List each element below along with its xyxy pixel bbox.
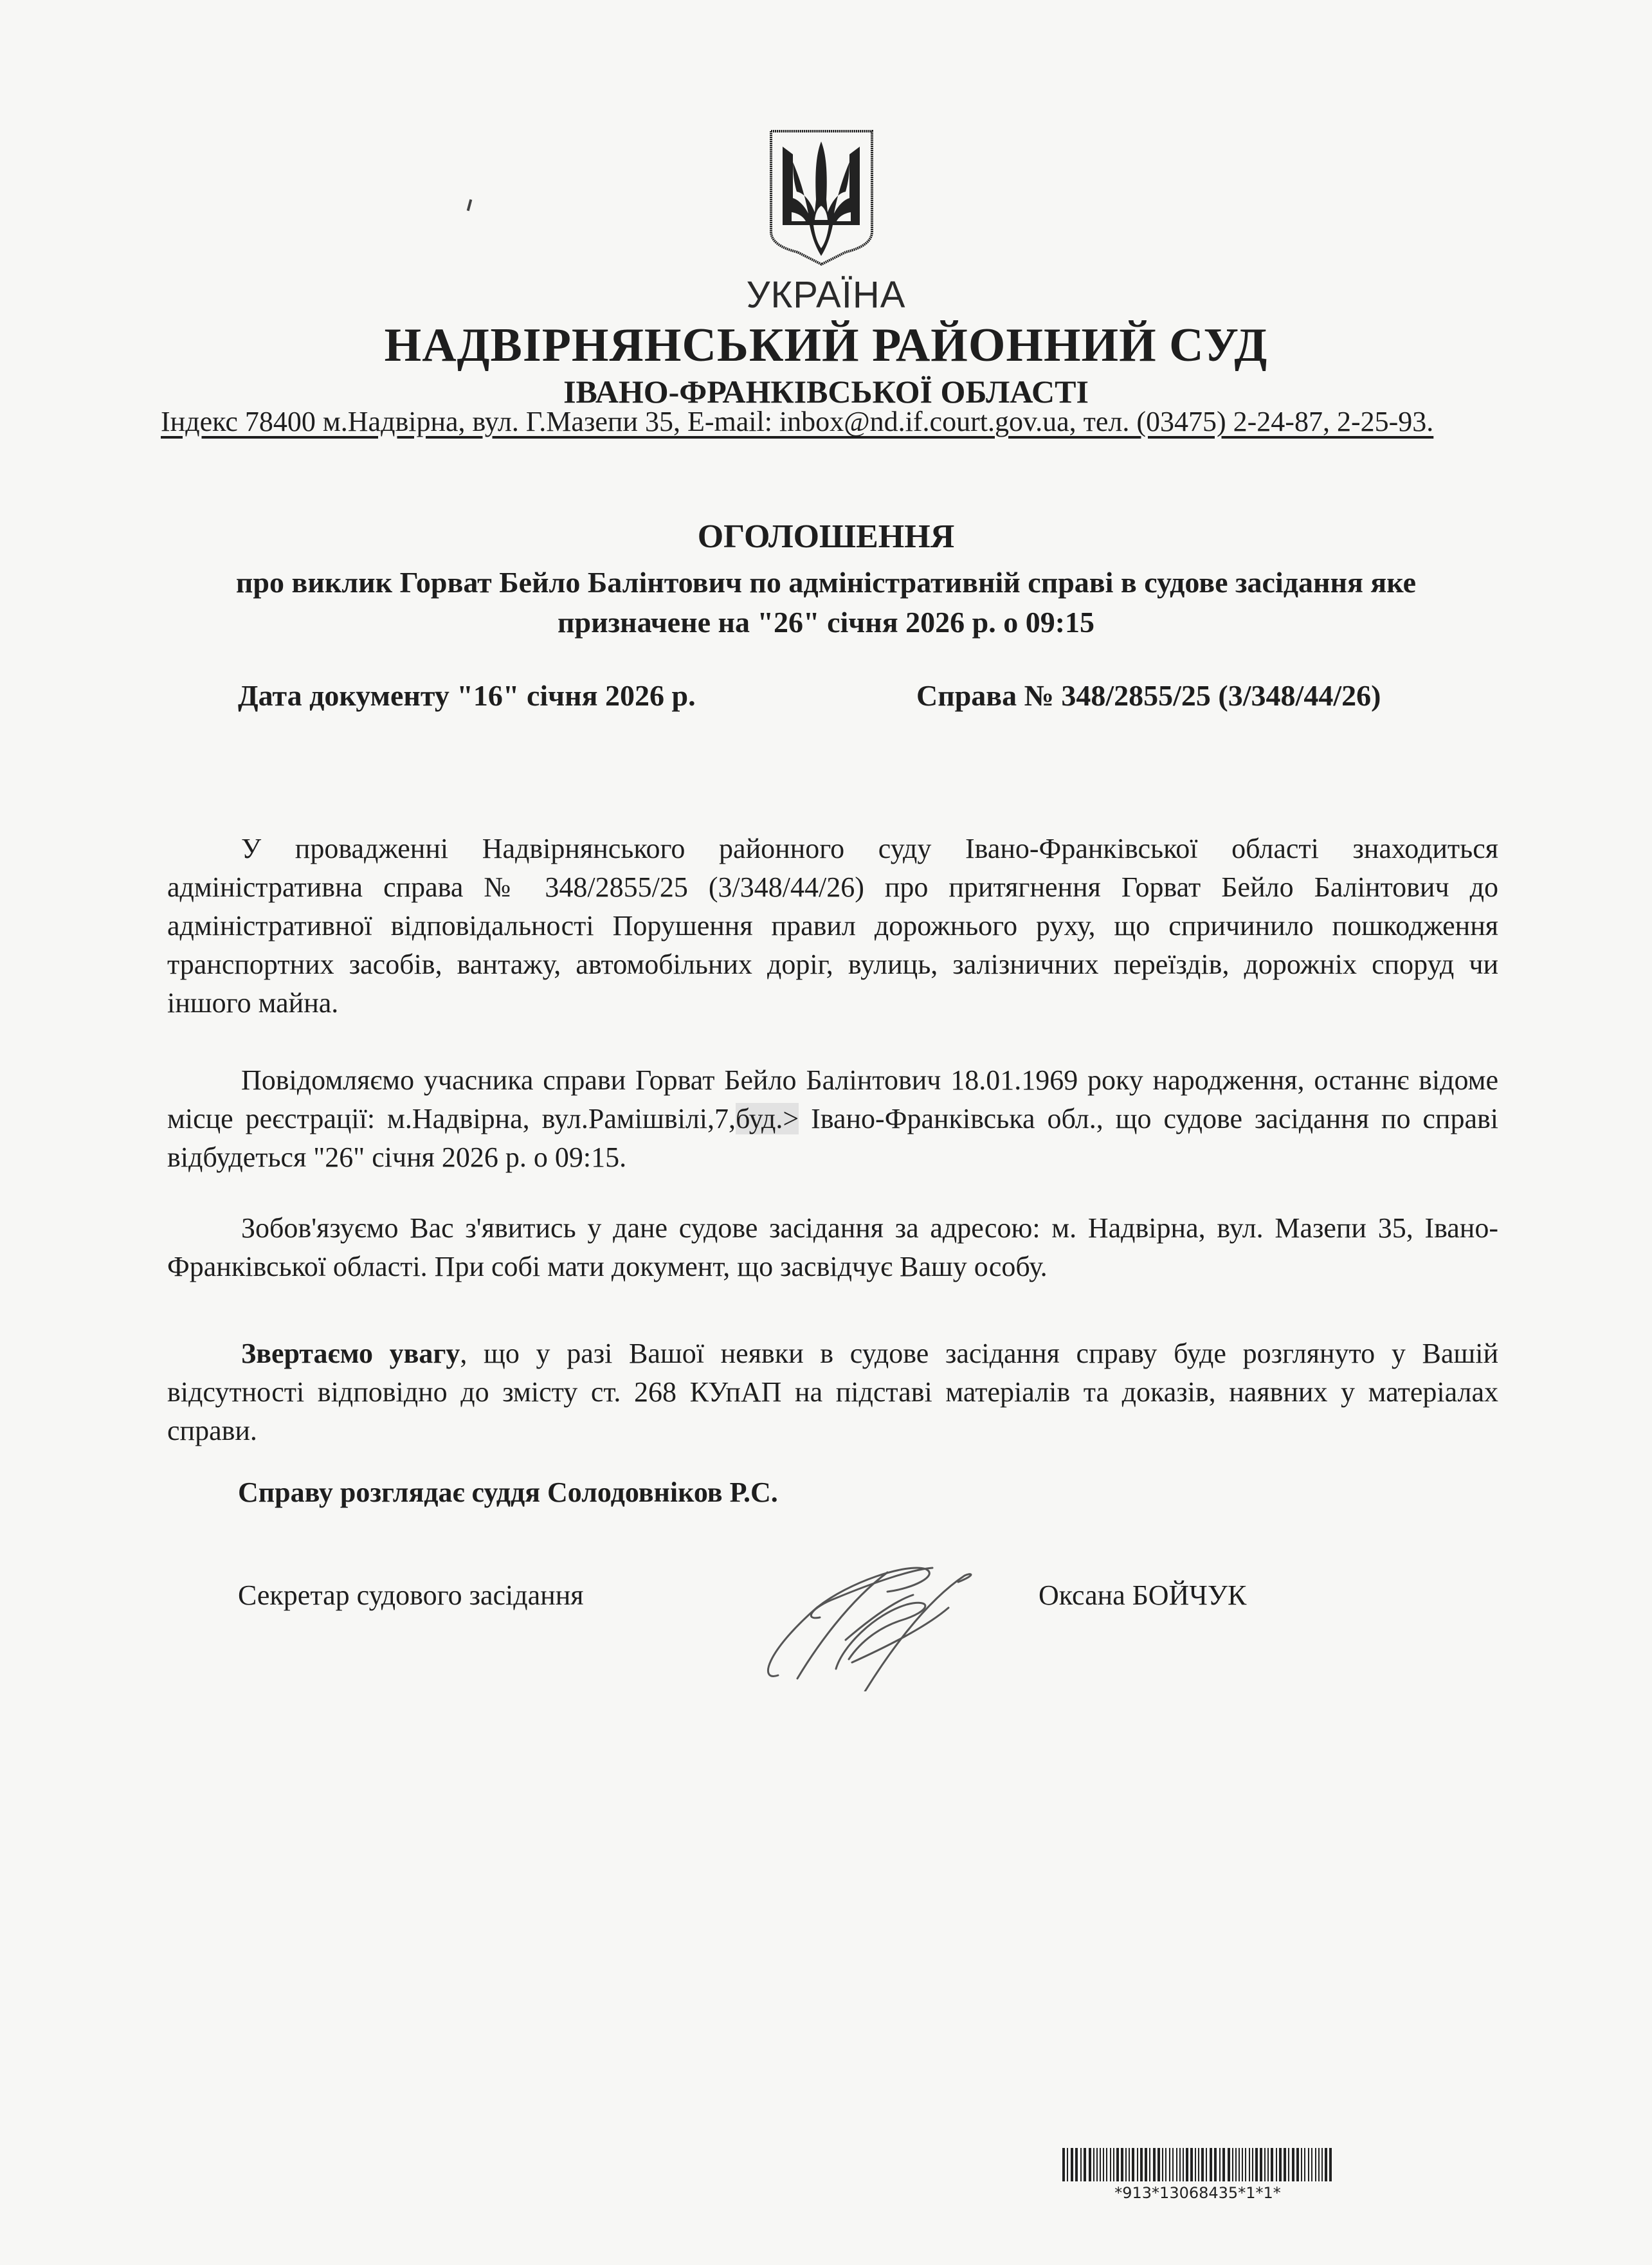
barcode-bar	[1145, 2148, 1147, 2181]
barcode-bar	[1279, 2148, 1282, 2181]
barcode-bar	[1214, 2148, 1217, 2181]
secretary-name: Оксана БОЙЧУК	[1039, 1579, 1247, 1611]
barcode-bar	[1325, 2148, 1327, 2181]
barcode-bar	[1116, 2148, 1119, 2181]
court-name: НАДВІРНЯНСЬКИЙ РАЙОННИЙ СУД	[384, 319, 1268, 372]
trident-coat-of-arms-icon	[768, 129, 875, 267]
document-date: Дата документу "16" січня 2026 р.	[238, 679, 696, 712]
barcode-bar	[1176, 2148, 1177, 2181]
barcode-bar	[1137, 2148, 1138, 2181]
barcode-bar	[1113, 2148, 1114, 2181]
barcode-bar	[1284, 2148, 1286, 2181]
barcode-bar	[1071, 2148, 1073, 2181]
barcode-bar	[1149, 2148, 1150, 2181]
barcode-bar	[1125, 2148, 1127, 2181]
barcode-bar	[1242, 2148, 1243, 2181]
barcode-bar	[1260, 2148, 1262, 2181]
barcode-bar	[1162, 2148, 1163, 2181]
barcode-bar	[1318, 2148, 1320, 2181]
court-region: ІВАНО-ФРАНКІВСЬКОЇ ОБЛАСТІ	[563, 374, 1089, 410]
barcode-bar	[1276, 2148, 1277, 2181]
notification-text-end: Івано-Франківська обл., що судове засідання по справі відбудеться "26" січня 2026 р. о 09:15.	[167, 1103, 1498, 1173]
barcode-bar	[1179, 2148, 1181, 2181]
barcode-bar	[1235, 2148, 1237, 2181]
barcode-bar	[1315, 2148, 1316, 2181]
barcode-bar	[1075, 2148, 1078, 2181]
barcode-bar	[1172, 2148, 1174, 2181]
country-name: УКРАЇНА	[746, 274, 906, 316]
barcode-bar	[1296, 2148, 1299, 2181]
barcode-bar	[1228, 2148, 1230, 2181]
barcode-bar	[1232, 2148, 1233, 2181]
barcode-bar	[1153, 2148, 1156, 2181]
barcode-bar	[1198, 2148, 1199, 2181]
barcode-bar	[1206, 2148, 1207, 2181]
barcode-bar	[1210, 2148, 1212, 2181]
barcode-bar	[1222, 2148, 1225, 2181]
barcode-bar	[1157, 2148, 1160, 2181]
barcode-bar	[1271, 2148, 1273, 2181]
barcode-bar	[1106, 2148, 1107, 2181]
secretary-label: Секретар судового засідання	[238, 1579, 584, 1611]
barcode-bar	[1301, 2148, 1302, 2181]
barcode-bar	[1219, 2148, 1221, 2181]
barcode-bar	[1121, 2148, 1123, 2181]
paragraph-notification	[167, 1061, 1498, 1177]
barcode-bar	[1140, 2148, 1143, 2181]
barcode-bar	[1252, 2148, 1253, 2181]
barcode-bar	[1165, 2148, 1166, 2181]
barcode-bar	[1311, 2148, 1312, 2181]
warning-emphasis: Звертаємо увагу	[241, 1338, 460, 1369]
barcode-bar	[1249, 2148, 1250, 2181]
document-barcode	[1061, 2148, 1334, 2181]
scan-mark	[467, 199, 473, 211]
barcode-bar	[1239, 2148, 1240, 2181]
barcode-bar	[1067, 2148, 1068, 2181]
barcode-bar	[1096, 2148, 1098, 2181]
barcode-bar	[1321, 2148, 1323, 2181]
barcode-bar	[1093, 2148, 1094, 2181]
court-contacts: Індекс 78400 м.Надвірна, вул. Г.Мазепи 35, E-mail: inbox@nd.if.court.gov.ua, тел. (03475) 2-24-87, 2-25-93.	[161, 406, 1434, 437]
barcode-number: *913*13068435*1*1*	[1114, 2184, 1281, 2202]
barcode-bar	[1132, 2148, 1134, 2181]
barcode-bar	[1169, 2148, 1170, 2181]
announcement-subtitle: про виклик Горват Бейло Балінтович по адміністративній справі в судове засідання яке призначене на "26" січня 2026 р. о 09:15	[235, 566, 1417, 639]
announcement-title: ОГОЛОШЕННЯ	[697, 518, 955, 555]
barcode-bar	[1186, 2148, 1188, 2181]
barcode-bar	[1304, 2148, 1305, 2181]
barcode-bar	[1129, 2148, 1130, 2181]
barcode-bar	[1255, 2148, 1258, 2181]
barcode-bar	[1267, 2148, 1269, 2181]
barcode-bar	[1084, 2148, 1086, 2181]
barcode-bar	[1190, 2148, 1193, 2181]
barcode-bar	[1110, 2148, 1111, 2181]
barcode-bar	[1288, 2148, 1289, 2181]
barcode-bar	[1080, 2148, 1082, 2181]
paragraph-summons: Зобов'язуємо Вас з'явитись у дане судове засідання за адресою: м. Надвірна, вул. Мазепи 35, Івано-Франківської області. При собі мати документ, що засвідчує Вашу особу.	[167, 1212, 1498, 1282]
judge-line: Справу розглядає суддя Солодовніков Р.С.	[238, 1477, 778, 1508]
barcode-bar	[1329, 2148, 1332, 2181]
handwritten-signature	[740, 1543, 1010, 1691]
barcode-bar	[1245, 2148, 1246, 2181]
barcode-bar	[1195, 2148, 1196, 2181]
paragraph-warning	[167, 1334, 1498, 1450]
paragraph-case-description: У провадженні Надвірнянського районного суду Івано-Франківської області знаходиться адміністративна справа № 348/2855/25 (3/348/44/26) про притягнення Горват Бейло Балінтович до адміністративної відповідальності Порушення правил дорожнього руху, що спричинило пошкодження транспортних засобів, вантажу, автомобільних доріг, вулиць, залізничних переїздів, дорожніх споруд чи іншого майна.	[167, 833, 1498, 1019]
barcode-bar	[1089, 2148, 1091, 2181]
highlighted-address-fragment: буд.>	[736, 1103, 799, 1134]
barcode-bar	[1292, 2148, 1294, 2181]
barcode-bar	[1100, 2148, 1101, 2181]
barcode-bar	[1183, 2148, 1184, 2181]
barcode-bar	[1264, 2148, 1266, 2181]
barcode-bar	[1308, 2148, 1309, 2181]
notification-text-start: Повідомляємо учасника справи Горват Бейло Балінтович 18.01.1969 року народження, останнє відоме місце реєстрації: м.Надвірна, вул.Рамішвілі,7,	[167, 1064, 1498, 1134]
barcode-bar	[1103, 2148, 1104, 2181]
barcode-bar	[1062, 2148, 1065, 2181]
warning-text: , що у разі Вашої неявки в судове засідання справу буде розглянуто у Вашій відсутності відповідно до змісту ст. 268 КУпАП на підставі матеріалів та доказів, наявних у матеріалах справи.	[167, 1338, 1499, 1446]
barcode-bar	[1201, 2148, 1204, 2181]
case-number: Справа № 348/2855/25 (3/348/44/26)	[916, 679, 1381, 712]
